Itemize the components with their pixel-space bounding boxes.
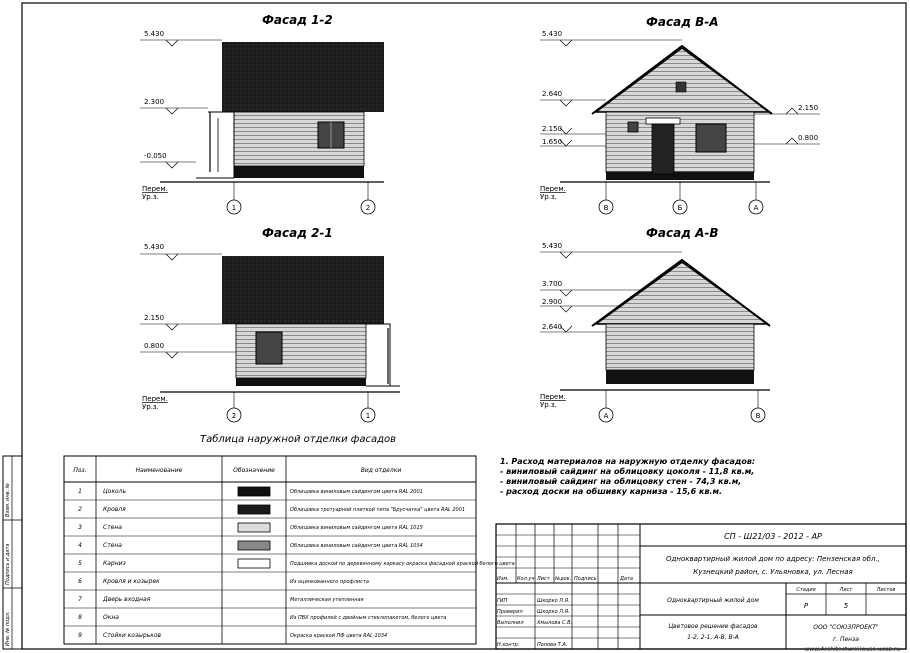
facade-a-v: [540, 226, 770, 422]
table-row: [78, 632, 387, 639]
axis-label: В: [755, 412, 761, 420]
stage-header: Стадия: [796, 587, 816, 593]
gable: [596, 48, 770, 112]
stamp-object: Одноквартирный жилой дом: [667, 597, 759, 604]
finish-swatch: [238, 487, 270, 496]
ground-label: Перем.: [540, 185, 566, 193]
ground-label: Перем.: [142, 185, 168, 193]
plinth: [236, 378, 366, 386]
gable-vent: [676, 82, 686, 92]
note-line: - виниловый сайдинг на облицовку стен - 74,3 кв.м,: [500, 477, 742, 486]
facade-title: Фасад 1-2: [262, 13, 333, 27]
stamp-person: Шкорко Л.Я.: [537, 609, 570, 615]
ground-label: Ур.з.: [142, 403, 159, 411]
org-city: г. Пенза: [833, 636, 859, 643]
table-row: [78, 559, 515, 568]
stamp-person: Попова Т.А.: [537, 642, 568, 648]
note-line: 1. Расход материалов на наружную отделку фасадов:: [500, 457, 756, 466]
stamp-sheet-title: 1-2, 2-1, А-В, В-А: [687, 634, 739, 641]
facade-v-a: [540, 15, 820, 214]
canopy: [646, 118, 680, 124]
row-name: Стена: [103, 524, 122, 531]
stamp-col-header: №док.: [555, 576, 572, 582]
stage-header: Лист: [839, 587, 853, 593]
notes: [500, 457, 755, 496]
facade-title: Фасад В-А: [646, 15, 719, 29]
row-position: 2: [78, 506, 82, 513]
table-caption: Таблица наружной отделки фасадов: [200, 434, 397, 445]
level-mark: 5.430: [542, 30, 563, 38]
note-line: - расход доски на обшивку карниза - 15,6 кв.м.: [500, 487, 723, 496]
org-name: ООО "СОЮЗПРОЕКТ": [813, 624, 879, 631]
level-mark: 2.900: [542, 298, 563, 306]
entrance-door: [652, 124, 674, 174]
wall: [606, 324, 754, 370]
axis-label: 2: [365, 204, 371, 212]
stage-header: Листов: [876, 587, 896, 593]
row-position: 7: [78, 596, 82, 603]
stamp-person: Шкорко Л.Я.: [537, 598, 570, 604]
window: [256, 332, 282, 364]
level-mark: 2.300: [144, 98, 165, 106]
row-name: Цоколь: [103, 488, 126, 495]
level-mark: 5.430: [144, 30, 165, 38]
stamp-col-header: Подпись: [574, 576, 597, 582]
level-mark: 5.430: [542, 242, 563, 250]
row-position: 6: [78, 578, 82, 585]
side-label-replace: Взам. инв. №: [5, 483, 11, 517]
axis-label: Б: [677, 204, 683, 212]
row-finish: Облицовка виниловым сайдингом цвета RAL 1015: [290, 525, 423, 531]
plinth: [606, 370, 754, 384]
stamp-role: ГИП: [497, 598, 508, 604]
axis-label: В: [603, 204, 609, 212]
side-label-inv: Инв. № подл.: [5, 611, 11, 646]
axis-label: 2: [231, 412, 237, 420]
stamp-col-header: Изм.: [497, 576, 509, 582]
row-position: 5: [78, 560, 82, 567]
finish-swatch: [238, 523, 270, 532]
level-mark: 0.800: [144, 342, 165, 350]
roof: [222, 256, 384, 324]
level-mark: 2.640: [542, 90, 563, 98]
axis-label: А: [603, 412, 609, 420]
note-line: - виниловый сайдинг на облицовку цоколя - 11,8 кв.м,: [500, 467, 755, 476]
level-mark: -0.050: [144, 152, 167, 160]
row-position: 4: [78, 542, 82, 549]
stamp-col-header: Дата: [620, 576, 633, 582]
stamp-code: СП - Ш21/03 - 2012 - АР: [724, 532, 822, 541]
table-header: Обозначение: [233, 467, 275, 474]
table-row: [78, 596, 363, 603]
table-header: Поз.: [73, 467, 87, 474]
side-strip: [3, 456, 22, 649]
facade-title: Фасад 2-1: [262, 226, 333, 240]
roof: [222, 42, 384, 112]
stamp-project: Кузнецкий район, с. Ульяновка, ул. Лесная: [693, 568, 853, 576]
stamp-col-header: Лист: [537, 576, 550, 582]
ground-label: Ур.з.: [142, 193, 159, 201]
level-mark: 5.430: [144, 243, 165, 251]
stage-value: Р: [803, 602, 809, 610]
row-name: Стойки козырьков: [103, 632, 162, 639]
table-row: [78, 578, 369, 585]
gable: [596, 262, 768, 324]
row-finish: Облицовка виниловым сайдингом цвета RAL 1034: [290, 543, 423, 549]
level-mark: 3.700: [542, 280, 563, 288]
row-name: Кровля и козырек: [103, 578, 160, 585]
row-position: 1: [78, 488, 82, 495]
finish-swatch: [238, 505, 270, 514]
row-position: 3: [78, 524, 82, 531]
axis-label: А: [753, 204, 759, 212]
stamp-role: Выполнил: [497, 620, 524, 626]
level-mark: 2.150: [144, 314, 165, 322]
stamp-person: Хмылова С.В.: [537, 620, 573, 626]
table-row: [78, 487, 423, 496]
facade-2-1: [140, 226, 400, 422]
stamp-col-header: Кол.уч: [517, 576, 535, 582]
finish-table: [64, 433, 515, 644]
level-mark: 1.650: [542, 138, 563, 146]
level-mark: 2.640: [542, 323, 563, 331]
plinth: [234, 166, 364, 178]
table-row: [78, 505, 465, 514]
facade-title: Фасад А-В: [646, 226, 719, 240]
ground-label: Ур.з.: [540, 401, 557, 409]
stamp-role: Н.контр.: [497, 642, 520, 648]
axis-label: 1: [365, 412, 371, 420]
table-header: Наименование: [135, 467, 183, 474]
level-mark: 0.800: [798, 134, 819, 142]
table-row: [78, 523, 423, 532]
window: [628, 122, 638, 132]
row-finish: Облицовка виниловым сайдингом цвета RAL 2001: [290, 489, 423, 495]
stamp-sheet-title: Цветовое решение фасадов: [668, 623, 758, 630]
facade-1-2: [140, 13, 384, 214]
row-finish: Из ПВХ профилей с двойным стеклопакетом, белого цвета: [290, 615, 447, 621]
row-name: Карниз: [103, 560, 126, 567]
row-finish: Из оцинкованного профлиста: [290, 579, 369, 585]
table-row: [78, 541, 423, 550]
row-finish: Облицовка тротуарной плиткой типа "Брусчатка" цвета RAL 2001: [290, 507, 466, 513]
level-mark: 2.150: [542, 125, 563, 133]
row-name: Стена: [103, 542, 122, 549]
stamp-role: Проверил: [497, 609, 523, 615]
row-name: Окна: [103, 614, 119, 621]
ground-label: Перем.: [540, 393, 566, 401]
row-finish: Подшивка доской по деревянному каркасу окраска фасадной краской белого цвета: [290, 561, 515, 567]
row-finish: Окраска краской ПФ цвета RAL 1034: [290, 633, 388, 639]
finish-swatch: [238, 559, 270, 568]
table-header: Вид отделки: [360, 467, 402, 474]
title-block: [496, 524, 906, 649]
watermark: www.ArchitectureHouse.ucoz.ru: [804, 646, 900, 653]
row-name: Дверь входная: [103, 596, 151, 603]
plinth: [606, 172, 754, 180]
finish-swatch: [238, 541, 270, 550]
ground-label: Ур.з.: [540, 193, 557, 201]
row-position: 8: [78, 614, 82, 621]
ground-label: Перем.: [142, 395, 168, 403]
row-name: Кровля: [103, 506, 126, 513]
row-finish: Металлическая утепленная: [290, 597, 364, 603]
level-mark: 2.150: [798, 104, 819, 112]
table-row: [78, 614, 446, 621]
sheet-number: 5: [843, 602, 849, 610]
window: [696, 124, 726, 152]
row-position: 9: [78, 632, 82, 639]
stamp-project: Одноквартирный жилой дом по адресу: Пензенская обл.,: [666, 555, 880, 563]
axis-label: 1: [231, 204, 237, 212]
side-label-sign: Подпись и дата: [5, 543, 11, 585]
